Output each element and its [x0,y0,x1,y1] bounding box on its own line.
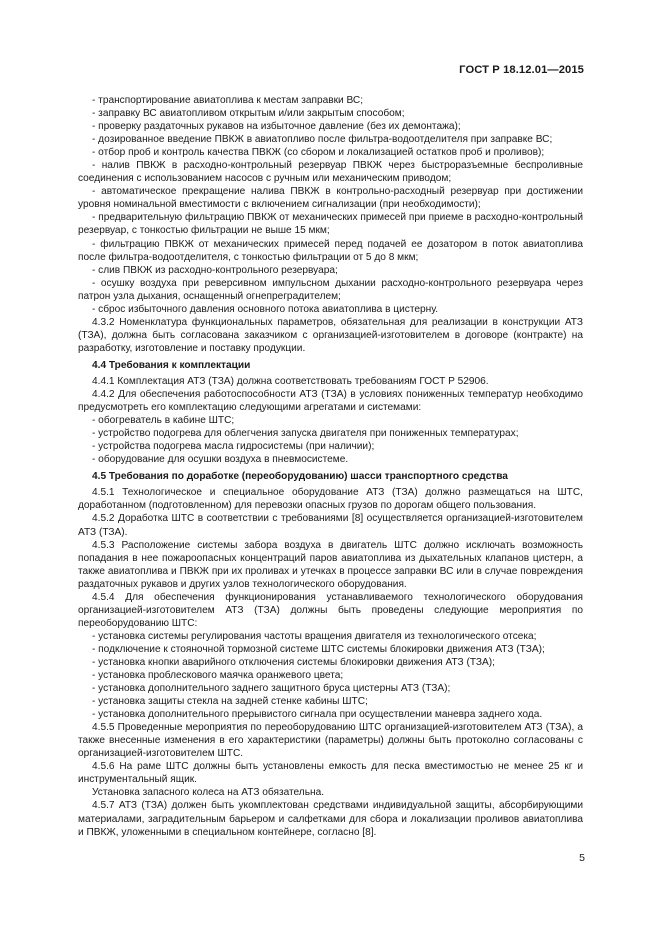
paragraph: 4.5.2 Доработка ШТС в соответствии с требованиями [8] осуществляется организацией-изготовителем АТЗ (ТЗА). [78,513,583,538]
paragraph: - устройство подогрева для облегчения запуска двигателя при пониженных температурах; [92,428,519,440]
paragraph: - автоматическое прекращение налива ПВКЖ в контрольно-расходный резервуар при достижении уровня номинальной вместимости с включением сигнализации (при необходимости); [78,186,583,211]
paragraph: - обогреватель в кабине ШТС; [92,415,235,427]
paragraph: - установка проблескового маячка оранжевого цвета; [92,670,344,682]
paragraph: - оборудование для осушки воздуха в пневмосистеме. [92,454,349,466]
paragraph: - фильтрацию ПВКЖ от механических примесей перед подачей ее дозатором в поток авиатоплива после фильтра-водоотделителя, с тонкостью фильтрации от 5 до 8 мкм; [78,238,583,263]
paragraph: 4.5.7 АТЗ (ТЗА) должен быть укомплектован средствами индивидуальной защиты, абсорбирующими материалами, заградительным барьером и салфетками для сбора и локализации проливов авиатоплива и ПВКЖ, уложенными в специальном контейнере, согласно [8]. [78,800,583,838]
paragraph: - проверку раздаточных рукавов на избыточное давление (без их демонтажа); [92,121,461,133]
section-heading: 4.5 Требования по доработке (переоборудованию) шасси транспортного средства [92,471,508,483]
paragraph: Установка запасного колеса на АТЗ обязательна. [92,787,325,799]
paragraph: - подключение к стояночной тормозной системе ШТС системы блокировки движения АТЗ (ТЗА); [92,643,545,655]
paragraph: - предварительную фильтрацию ПВКЖ от механических примесей при приеме в расходно-контрольный резервуар, с тонкостью фильтрации не выше 15 мкм; [78,212,583,237]
paragraph: - осушку воздуха при реверсивном импульсном дыхании расходно-контрольного резервуара через патрон узла дыхания, оснащенный огнепреградителем; [78,277,583,302]
paragraph: 4.5.1 Технологическое и специальное оборудование АТЗ (ТЗА) должно размещаться на ШТС, доработанном (подготовленном) для перевозки опасных грузов по дорогам общего пользования. [78,487,583,512]
paragraph: - установка кнопки аварийного отключения системы блокировки движения АТЗ (ТЗА); [92,656,495,668]
paragraph: - устройства подогрева масла гидросистемы (при наличии); [92,441,375,453]
paragraph: - сброс избыточного давления основного потока авиатоплива в цистерну. [92,303,439,315]
paragraph: - транспортирование авиатоплива к местам заправки ВС; [92,95,364,106]
paragraph: 4.5.5 Проведенные мероприятия по переоборудованию ШТС организацией-изготовителем АТЗ (ТЗА), а также внесенные изменения в его характеристики (параметры) должны быть протоколно согласованы с организацией-изготовителем ШТС. [78,722,583,760]
paragraph: - слив ПВКЖ из расходно-контрольного резервуара; [92,264,338,276]
paragraph: 4.4.2 Для обеспечения работоспособности АТЗ (ТЗА) в условиях пониженных температур необходимо предусмотреть его комплектацию следующими агрегатами и системами: [78,389,583,414]
paragraph: 4.4.1 Комплектация АТЗ (ТЗА) должна соответствовать требованиям ГОСТ Р 52906. [92,375,489,387]
paragraph: - установка дополнительного заднего защитного бруса цистерны АТЗ (ТЗА); [92,683,451,695]
paragraph: - налив ПВКЖ в расходно-контрольный резервуар ПВКЖ через быстроразъемные беспроливные соединения с использованием насосов с ручным или механическим приводом; [78,160,583,185]
paragraph: 4.5.4 Для обеспечения функционирования устанавливаемого технологического оборудования организацией-изготовителем АТЗ (ТЗА) должны быть проведены следующие мероприятия по переоборудованию ШТС: [78,591,583,629]
paragraph: - установка дополнительного прерывистого сигнала при осуществлении маневра заднего хода. [92,709,543,721]
paragraph: - установка защиты стекла на задней стенке кабины ШТС; [92,696,368,708]
page-number: 5 [579,852,585,864]
paragraph: - отбор проб и контроль качества ПВКЖ (со сбором и локализацией остатков проб и проливов); [92,147,545,159]
section-heading: 4.4 Требования к комплектации [92,359,251,371]
paragraph: - заправку ВС авиатопливом открытым и/или закрытым способом; [92,108,405,120]
paragraph: 4.5.3 Расположение системы забора воздуха в двигатель ШТС должно исключать возможность попадания в нее пожароопасных концентраций паров авиатоплива из дыхательных клапанов цистерн, а также авиатоплива и ПВКЖ при их проливах и утечках в процессе заправки ВС или в случае повреждения раздаточных рукавов и других узлов технологического оборудования. [78,539,583,590]
document-code-header: ГОСТ Р 18.12.01—2015 [459,64,584,76]
document-body [78,94,583,839]
paragraph: 4.5.6 На раме ШТС должны быть установлены емкость для песка вместимостью не менее 25 кг и инструментальный ящик. [78,761,583,786]
paragraph: - установка системы регулирования частоты вращения двигателя из технологического отсека; [92,630,537,642]
paragraph: 4.3.2 Номенклатура функциональных параметров, обязательная для реализации в конструкции АТЗ (ТЗА), должна быть согласована заказчиком с организацией-изготовителем в договоре (контракте) на разработку, изготовление и поставку продукции. [78,316,583,354]
paragraph: - дозированное введение ПВКЖ в авиатопливо после фильтра-водоотделителя при заправке ВС; [92,134,553,146]
